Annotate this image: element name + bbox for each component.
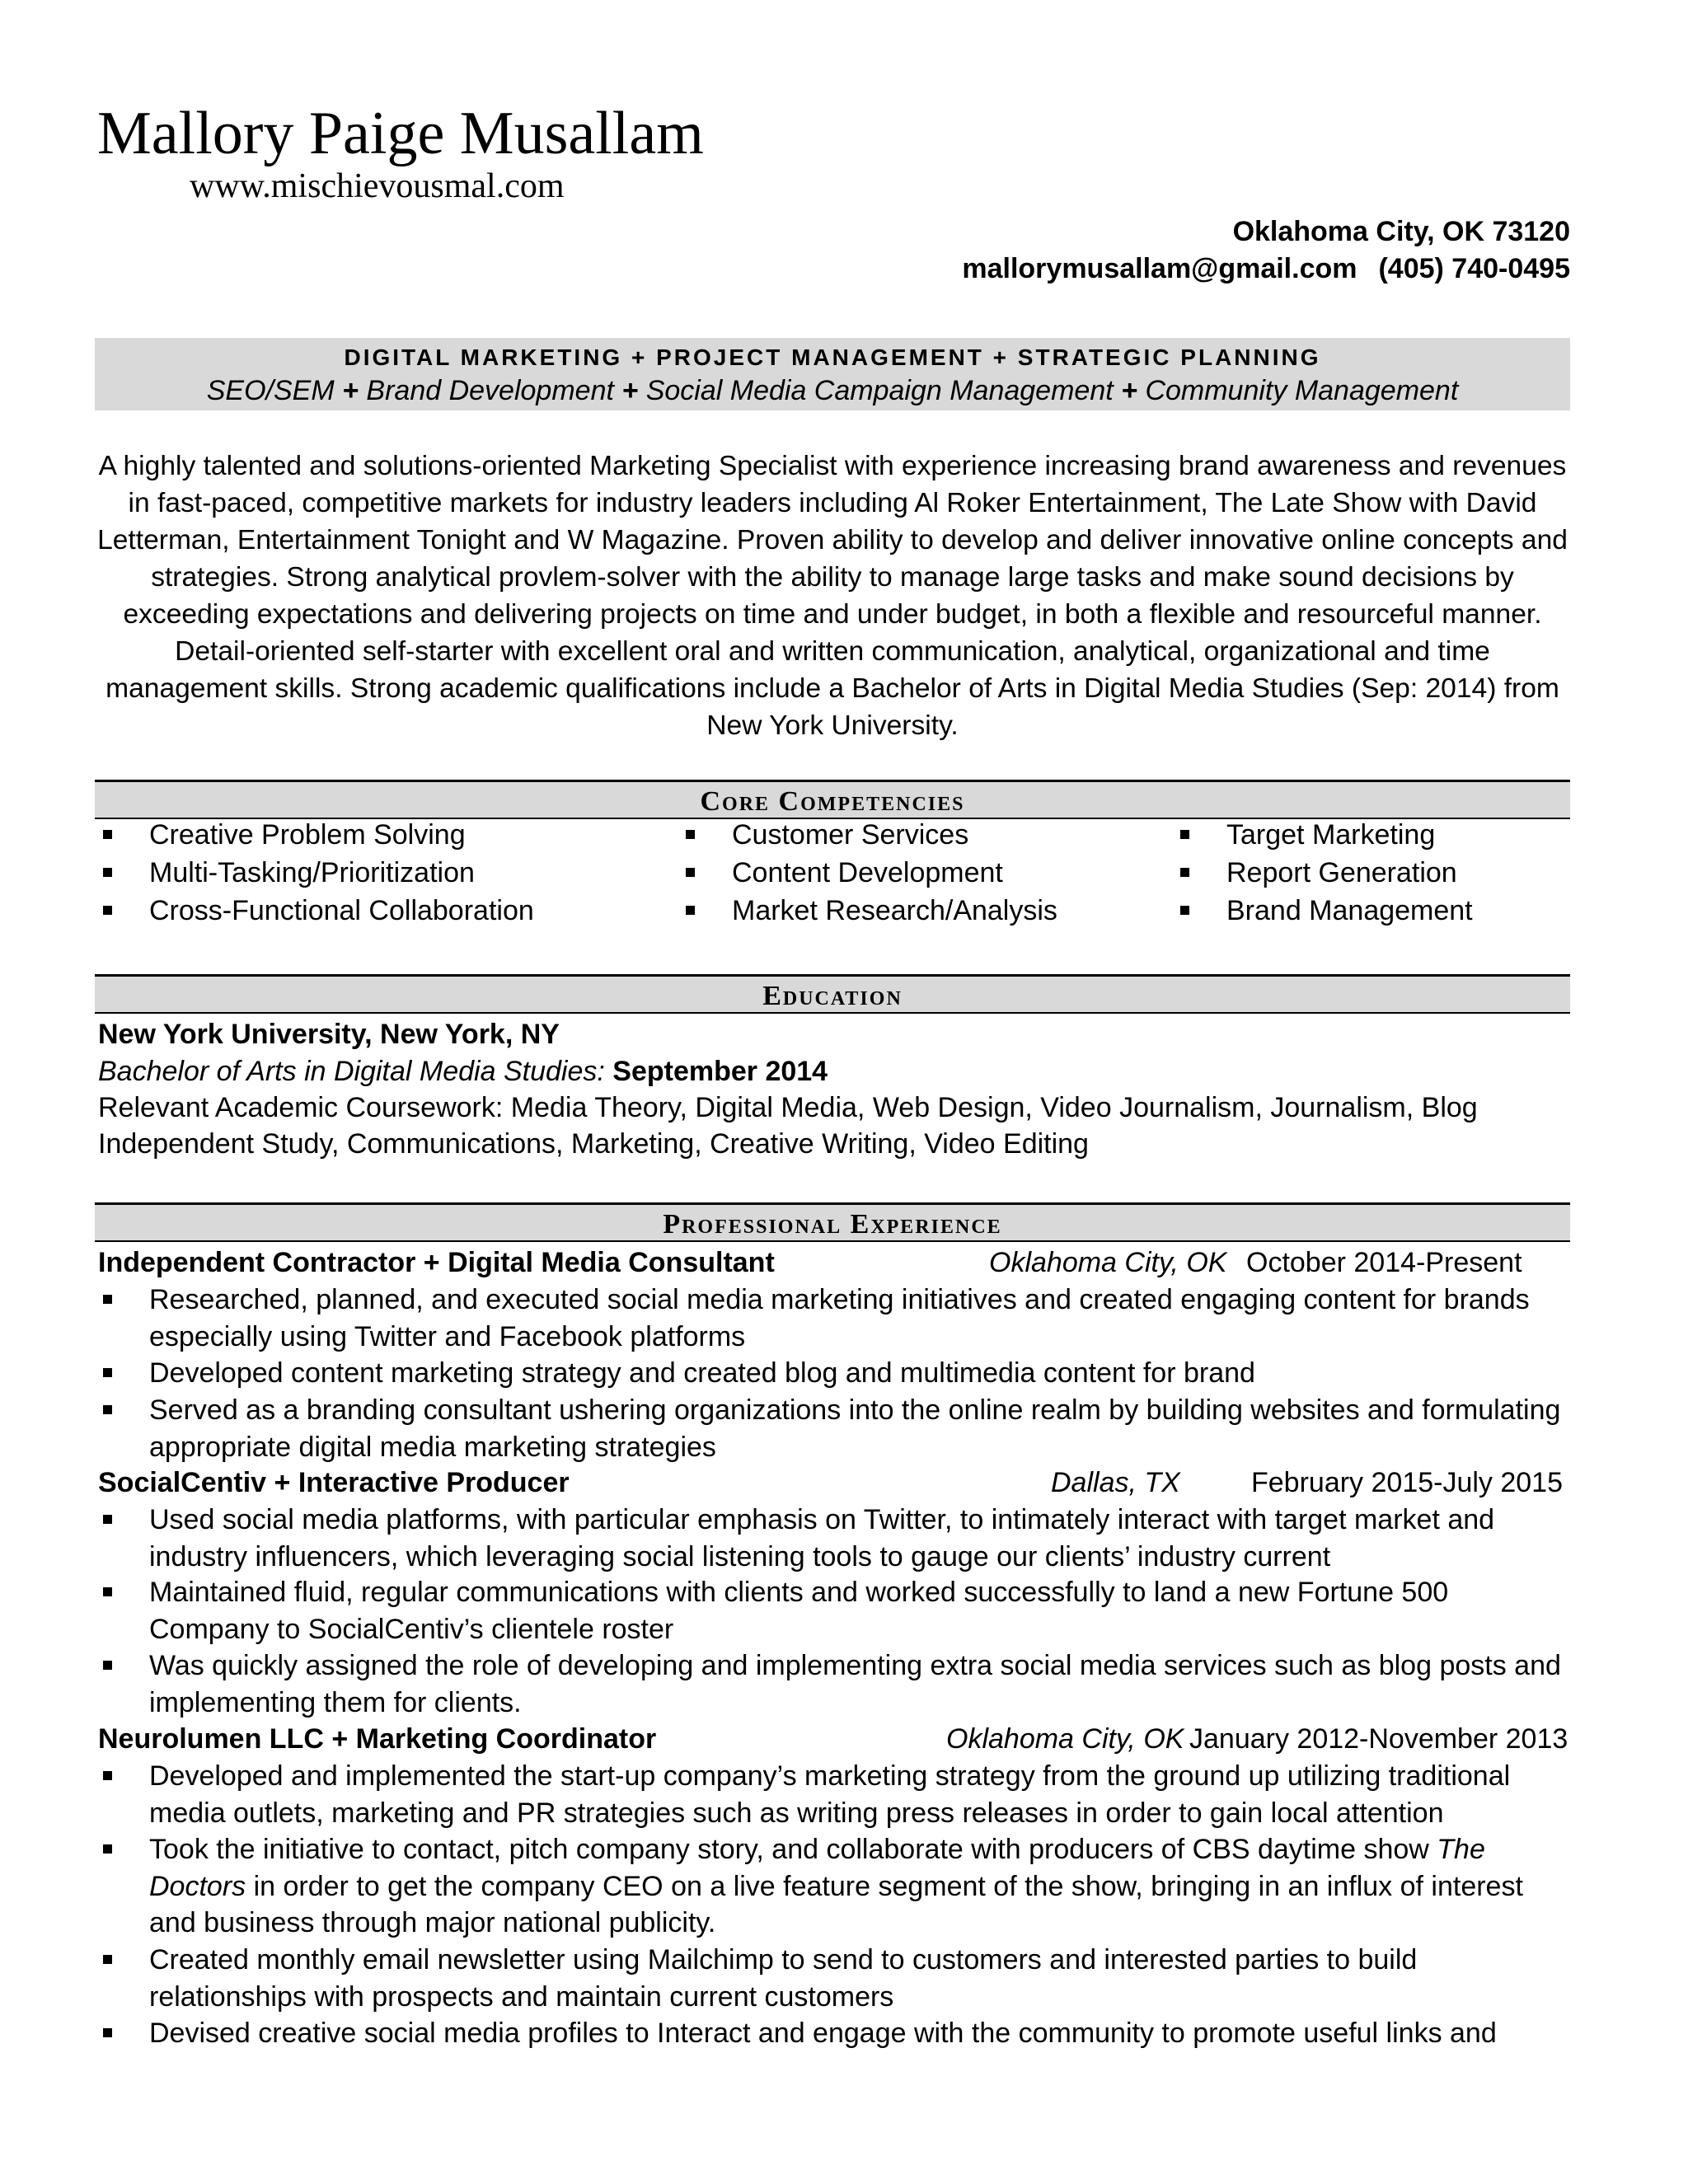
applicant-name: Mallory Paige Musallam [97,100,704,167]
bullet-icon [103,906,112,915]
contact-city: Oklahoma City, OK 73120 [1232,216,1570,247]
job-bullet: Took the initiative to contact, pitch company story, and collaborate with producers of CBS daytime show The Doctors in order to get the company CEO on a live feature segment of the show, bringing in an influx of interest and business through major national publicity. [98,1831,1573,1942]
section-title: Professional Experience [663,1209,1002,1240]
bullet-icon [103,1515,112,1524]
competency-item: Brand Management [1175,892,1473,930]
job-title: Neurolumen LLC + Marketing Coordinator [98,1723,657,1755]
section-title: Education [762,981,903,1011]
competency-item: Content Development [681,854,1057,892]
headline-banner [95,338,1570,410]
banner-skill: SEO/SEM [206,375,335,406]
bullet-icon [103,830,112,839]
competency-item: Market Research/Analysis [681,892,1057,930]
competency-column [681,816,1057,930]
banner-separator: + [621,375,639,406]
bullet-icon [103,1661,112,1670]
banner-subtitle [95,374,1570,407]
experience-header [95,1202,1570,1242]
contact-line [962,249,1570,288]
banner-separator: + [342,375,359,406]
banner-title: DIGITAL MARKETING + PROJECT MANAGEMENT + STRATEGIC PLANNING [344,344,1321,370]
section-title: Core Competencies [700,786,965,817]
bullet-icon [686,906,695,915]
education-header [95,974,1570,1014]
degree-date: September 2014 [612,1056,828,1087]
competency-column [98,816,534,930]
bullet-icon [103,1405,112,1414]
bullet-icon [103,2028,112,2037]
job-dates: October 2014-Present [1246,1247,1522,1278]
competency-item: Customer Services [681,816,1057,854]
bullet-icon [103,868,112,877]
banner-skill: Community Management [1145,375,1459,406]
banner-separator: + [1121,375,1137,406]
job-bullet: Was quickly assigned the role of developing and implementing extra social media services such as blog posts and implementing them for clients. [98,1647,1573,1721]
job-bullet: Served as a branding consultant ushering organizations into the online realm by building websites and formulating appropriate digital media marketing strategies [98,1392,1573,1465]
coursework-line: Independent Study, Communications, Marketing, Creative Writing, Video Editing [98,1128,1089,1160]
degree-name: Bachelor of Arts in Digital Media Studies: [98,1056,605,1087]
coursework-line: Relevant Academic Coursework: Media Theory, Digital Media, Web Design, Video Journalism, Journalism, Blog [98,1092,1478,1123]
bullet-icon [103,1587,112,1596]
banner-skill: Social Media Campaign Management [645,375,1114,406]
job-bullet: Maintained fluid, regular communications with clients and worked successfully to land a new Fortune 500 Company to SocialCentiv’s clientele roster [98,1574,1573,1647]
job-bullet: Used social media platforms, with particular emphasis on Twitter, to intimately interact with target market and industry influencers, which leveraging social listening tools to gauge our clients’ industry current [98,1502,1573,1575]
contact-email[interactable]: mallorymusallam@gmail.com [962,253,1357,284]
job-dates: February 2015-July 2015 [1251,1467,1564,1498]
job-location: Oklahoma City, OK [946,1723,1184,1755]
contact-phone: (405) 740-0495 [1378,253,1570,284]
job-bullet: Developed content marketing strategy and created blog and multimedia content for brand [98,1355,1573,1392]
bullet-icon [103,1844,112,1854]
bullet-icon [1180,868,1189,877]
bullet-icon [686,868,695,877]
job-location: Oklahoma City, OK [989,1247,1227,1278]
core-competencies-header [95,780,1570,819]
bullet-icon [103,1295,112,1304]
bullet-icon [1180,830,1189,839]
job-bullet: Created monthly email newsletter using Mailchimp to send to customers and interested parties to build relationships with prospects and maintain current customers [98,1942,1573,2015]
job-bullet: Researched, planned, and executed social media marketing initiatives and created engaging content for brands especially using Twitter and Facebook platforms [98,1282,1573,1355]
competency-item: Cross-Functional Collaboration [98,892,534,930]
bullet-icon [103,1368,112,1377]
tv-show-title: The Doctors [149,1834,1485,1902]
bullet-icon [686,830,695,839]
job-dates: January 2012-November 2013 [1189,1723,1568,1755]
bullet-icon [1180,906,1189,915]
job-title: SocialCentiv + Interactive Producer [98,1467,570,1498]
job-bullet: Devised creative social media profiles to Interact and engage with the community to promote useful links and [98,2015,1573,2052]
bullet-icon [103,1771,112,1780]
competency-item: Report Generation [1175,854,1473,892]
job-location: Dallas, TX [1051,1467,1180,1498]
bullet-icon [103,1955,112,1964]
degree-line [98,1053,828,1090]
job-bullet: Developed and implemented the start-up company’s marketing strategy from the ground up utilizing traditional media outlets, marketing and PR strategies such as writing press releases in order to gain local attention [98,1758,1573,1831]
school-name: New York University, New York, NY [98,1019,560,1050]
competency-column [1175,816,1473,930]
competency-item: Target Marketing [1175,816,1473,854]
professional-summary: A highly talented and solutions-oriented Marketing Specialist with experience increasing brand awareness and revenues in fast-paced, competitive markets for industry leaders including Al Roker Entertainment, The Late Show with David Letterman, Entertainment Tonight and W Magazine. Proven ability to develop and deliver innovative online concepts and strategies. Strong analytical provlem-solver with the ability to manage large tasks and make sound decisions by exceeding expectations and delivering projects on time and under budget, in both a flexible and resourceful manner. Detail-oriented self-starter with excellent oral and written communication, analytical, organizational and time management skills. Strong academic qualifications include a Bachelor of Arts in Digital Media Studies (Sep: 2014) from New York University. [97,451,1568,741]
job-title: Independent Contractor + Digital Media Consultant [98,1247,775,1278]
competency-item: Multi-Tasking/Prioritization [98,854,534,892]
personal-website[interactable]: www.mischievousmal.com [190,167,565,205]
competency-item: Creative Problem Solving [98,816,534,854]
banner-skill: Brand Development [366,375,614,406]
